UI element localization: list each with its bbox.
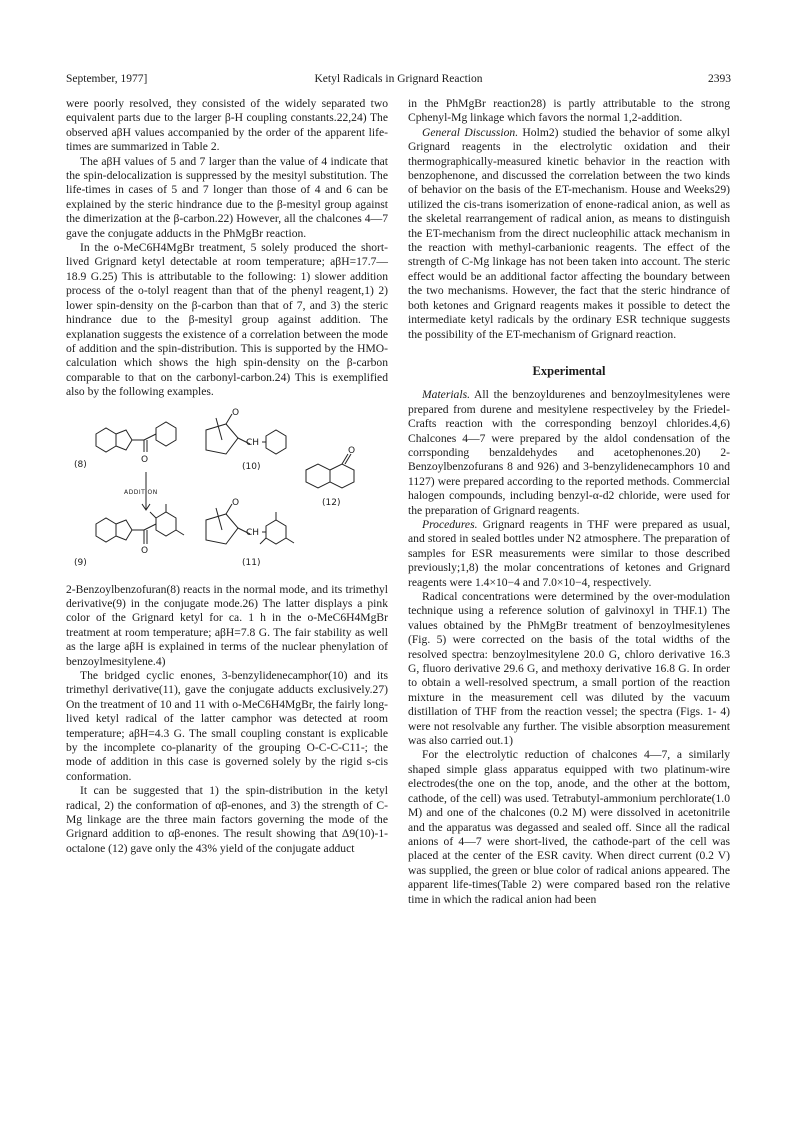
compound-label-11: (11): [242, 557, 261, 568]
octalone-o-label: O: [348, 445, 356, 456]
running-header: [66, 73, 731, 89]
ch-label: CH: [246, 527, 260, 538]
addition-label: ADDITION: [124, 488, 158, 496]
right-column: [408, 97, 730, 907]
paragraph: in the PhMgBr reaction28) is partly attributable to the strong Cphenyl-Mg linkage which favors the normal 1,2-addition.: [408, 97, 730, 125]
carbonyl-o-label: O: [141, 454, 149, 465]
paragraph: The bridged cyclic enones, 3-benzylidenecamphor(10) and its trimethyl derivative(11), gave the conjugate adducts exclusively.27) On the treatment of 10 and 11 with o-MeC6H4MgBr, the fairly long-lived ketyl radical of the latter camphor was detected at room temperature; aβH=4.3 G. The small coupling constant is explicable by the incomplete co-planarity of the grouping O-C-C-C11-; the mode of addition in this case is governed solely by the rigid s-cis conformation.: [66, 668, 388, 783]
paragraph: For the electrolytic reduction of chalcones 4—7, a similarly shaped simple glass apparatus equipped with two platinum-wire electrodes(the one on the top, anode, and the other at the bottom, cathode, of the cell) was used. Tetrabutyl-ammonium perchlorate(1.0 M) and one of the chalcones (0.2 M) were dissolved in acetonitrile and the apparatus was degassed and sealed off. Since all the radical anions of 4—7 were short-lived, the cathode-part of the cell was placed at the center of the ESR cavity. When direct current (0.2 V) was supplied, the green or blue color of radical anions appeared. The apparent life-times(Table 2) were compared based ron the relative time in which the radical anion had been: [408, 748, 730, 906]
page-number: 2393: [708, 73, 731, 85]
paragraph-text: Grignard reagents in THF were prepared as usual, and stored in sealed bottles under N2 atmosphere. The preparation of samples for ESR measurements were similar to those described previously;1,8) the molar concentrations of ketones and Grignard reagents were 1.4×10−4 and 7.0×10−4, respectively.: [408, 517, 730, 589]
run-in-heading: General Discussion.: [422, 125, 519, 139]
paragraph: [408, 518, 730, 590]
camphor-o-label: O: [232, 497, 240, 508]
camphor-o-label: O: [232, 407, 240, 418]
paragraph: [408, 388, 730, 518]
section-heading: Experimental: [532, 363, 606, 378]
paragraph: were poorly resolved, they consisted of the widely separated two equivalent parts due to the larger β-H coupling constants.22,24) The observed aβH values accompanied by the order of the apparent life-times are summarized in Table 2.: [66, 97, 388, 154]
carbonyl-o-label: O: [141, 545, 149, 556]
paragraph: Radical concentrations were determined by the over-modulation technique using a reference solution of galvinoxyl in THF.1) The values obtained by the PhMgBr treatment of benzoylmesitylenes (Fig. 5) were corrected on the basis of the total widths of the resolved spectra: benzoylmesitylene 20.0 G, chloro derivative 16.3 G, fluoro derivative 29.6 G, and methoxy derivative 16.8 G. In order to obtain a well-resolved spectrum, a small portion of the reaction mixture in the measurement cell was diluted by the vacuum distillation of THF from the reaction vessel; the spectra (Figs. 1- 4) were not resolvable any further. The visible absorption measurement was also carried out.1): [408, 590, 730, 748]
compound-label-10: (10): [242, 461, 261, 472]
run-in-heading: Procedures.: [422, 517, 478, 531]
paragraph-text: Holm2) studied the behavior of some alkyl Grignard reagents in the electrolytic oxidation and their thermographically-measured kinetic behavior in the reaction with benzophenone, and discussed the correlation between the two kinds of behavior on the basis of the ET-mechanism. House and Weeks29) utilized the cis-trans isomerization of enone-radical anion, as well as the skeletal rearrangement of radical anion, as means to distinguish the ET-mechanism from the direct nucleophilic attack mechanism in the reaction with methyl-carbanionic reagents. The effect of the strength of C-Mg linkage has not been taken into account. The steric effect would be an additional factor affecting the boundary between the two mechanisms. However, the fact that the steric hindrance of both ketones and Grignard reagents makes it possible to detect the intermediate ketyl radicals by the ordinary ESR technique suggests the possibility of the ET-mechanism of Grignard reaction.: [408, 125, 730, 341]
compound-label-9: (9): [74, 557, 87, 568]
header-date: September, 1977]: [66, 73, 148, 85]
paragraph: 2-Benzoylbenzofuran(8) reacts in the normal mode, and its trimethyl derivative(9) in the conjugate mode.26) The latter displays a pink color of the Grignard ketyl for ca. 1 h in the o-MeC6H4MgBr treatment at room temperature; aβH=7.8 G. The fair stability as well as the large aβH is explained in terms of the nuclear phenylation of benzoylmesitylene.4): [66, 582, 388, 668]
paragraph-text: All the benzoyldurenes and benzoylmesitylenes were prepared from durene and mesitylene respectiveley by the Friedel-Crafts reaction with the corresponding benzoyl chlorides.4,6) Chalcones 4—7 were prepared by the aldol condensation of the corrsponding benzaldehydes and acetophenones.20) 2-Benzoylbenzofurans 8 and 926) and 3-benzylidenecamphors 10 and 1127) were prepared according to the reported methods. Commercial halogen compounds, including benzyl-α-d2 chloride, were used for the preparation of Grignard reagents.: [408, 388, 730, 517]
structure-figure: [66, 407, 388, 575]
structure-drawings: [66, 410, 388, 575]
paragraph: It can be suggested that 1) the spin-distribution in the ketyl radical, 2) the conformation of αβ-enones, and 3) the strength of C-Mg linkage are the three main factors governing the mode of the Grignard addition to αβ-enones. The result showing that Δ9(10)-1-octalone (12) gave only the 43% yield of the conjugate adduct: [66, 784, 388, 855]
ch-label: CH: [246, 437, 260, 448]
paragraph: In the o-MeC6H4MgBr treatment, 5 solely produced the short-lived Grignard ketyl detectable at room temperature; aβH=17.7—18.9 G.25) This is attributable to the following: 1) slower addition process of the o-tolyl reagent than that of the phenyl reagent,1) 2) lower spin-density on the β-carbon than that of 7, and 3) the steric hindrance due to the β-mesityl group against addition. The explanation suggests the existence of a correlation between the mode of addition and the spin-distribution. This is supported by the HMO-calculation which shows the high spin-density on the β-carbon comparable to that on the carbonyl-carbon.24) This is exemplified also by the following examples.: [66, 241, 388, 399]
paragraph: The aβH values of 5 and 7 larger than the value of 4 indicate that the spin-delocalization is suppressed by the mesityl substitution. The life-times in cases of 5 and 7 longer than those of 4 and 6 can be explained by the steric hindrance due to the β-mesityl group against the dimerization at the β-carbon.22) However, all the chalcones 4—7 gave the conjugate adducts in the PhMgBr reaction.: [66, 154, 388, 240]
header-title: Ketyl Radicals in Grignard Reaction: [314, 73, 483, 85]
run-in-heading: Materials.: [422, 388, 470, 402]
left-column: [66, 97, 388, 856]
compound-label-8: (8): [74, 459, 87, 470]
paragraph: [408, 126, 730, 342]
compound-label-12: (12): [322, 497, 341, 508]
